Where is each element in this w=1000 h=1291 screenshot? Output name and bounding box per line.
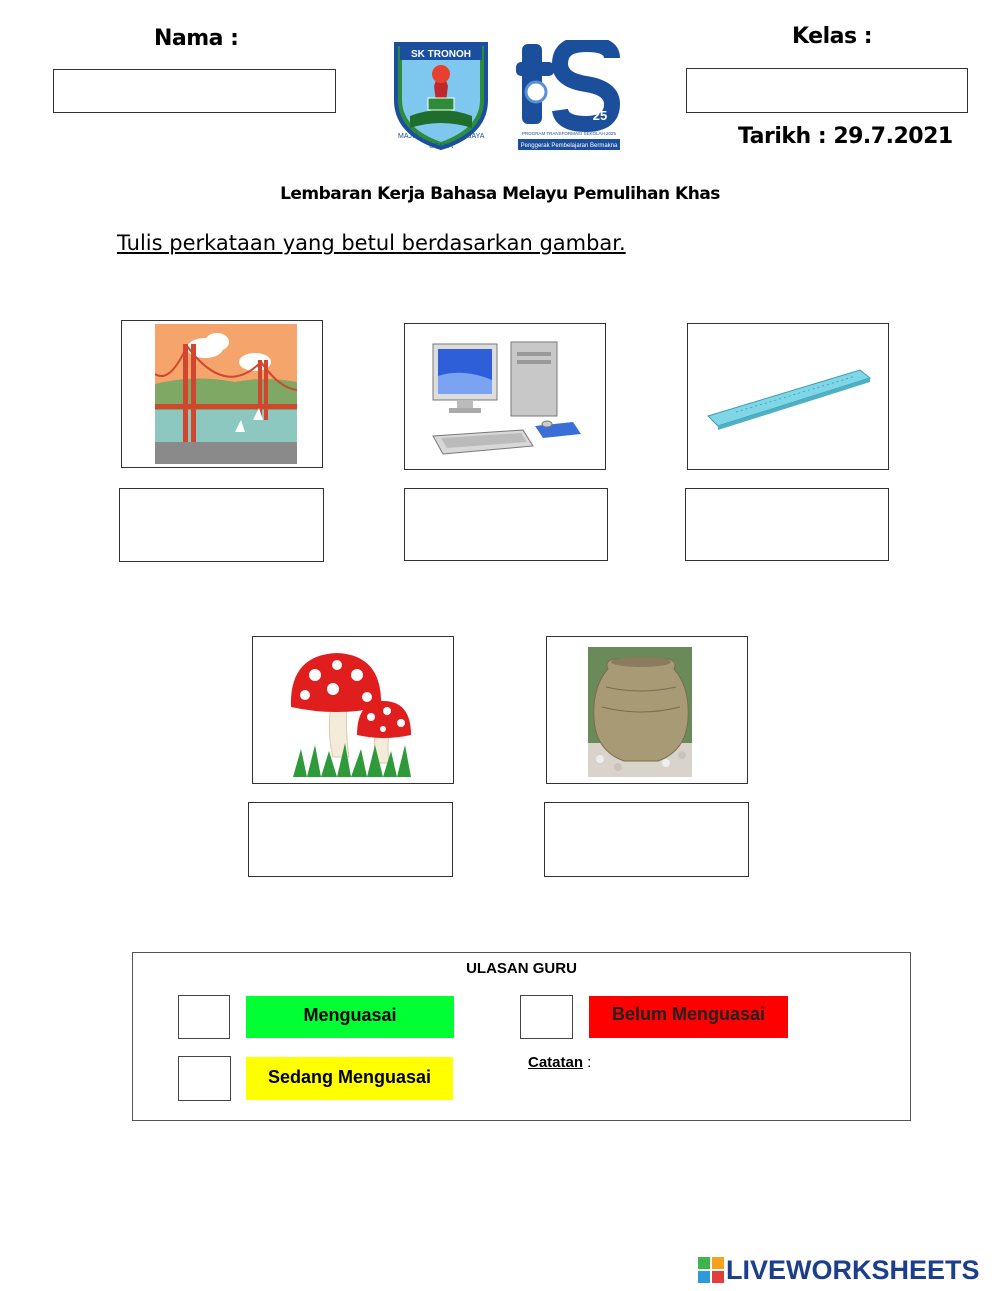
ruler-icon: [706, 362, 872, 434]
belum-menguasai-checkbox[interactable]: [520, 995, 573, 1039]
tarikh-label: Tarikh : 29.7.2021: [738, 124, 953, 149]
worksheet-subtitle: Lembaran Kerja Bahasa Melayu Pemulihan Khas: [280, 184, 720, 204]
picture-frame-1: [121, 320, 323, 468]
kelas-label: Kelas :: [792, 24, 873, 49]
ts25-logo: [516, 40, 622, 152]
ulasan-guru-title: ULASAN GURU: [466, 960, 577, 977]
answer-box-2[interactable]: [404, 488, 608, 561]
mushroom-icon: [287, 645, 421, 779]
nama-input[interactable]: [53, 69, 336, 113]
jar-icon: [588, 647, 692, 777]
computer-icon: [423, 338, 589, 458]
liveworksheets-icon: [698, 1257, 724, 1283]
motto-center: USAHA: [428, 143, 454, 150]
ts-logo-banner: Penggerak Pembelajaran Bermakna: [520, 143, 618, 149]
answer-box-3[interactable]: [685, 488, 889, 561]
picture-frame-4: [252, 636, 454, 784]
picture-frame-2: [404, 323, 606, 470]
menguasai-label: Menguasai: [246, 996, 454, 1038]
belum-menguasai-label: Belum Menguasai: [589, 996, 788, 1038]
sedang-menguasai-checkbox[interactable]: [178, 1056, 231, 1101]
motto-left: MAJU: [398, 133, 418, 140]
sedang-menguasai-label: Sedang Menguasai: [246, 1057, 453, 1100]
answer-box-1[interactable]: [119, 488, 324, 562]
nama-label: Nama :: [154, 26, 239, 51]
menguasai-checkbox[interactable]: [178, 995, 230, 1039]
ts-logo-number: 25: [592, 108, 608, 123]
liveworksheets-logo: [698, 1253, 980, 1287]
picture-frame-5: [546, 636, 748, 784]
school-logo-text: SK TRONOH: [411, 49, 471, 60]
answer-box-5[interactable]: [544, 802, 749, 877]
answer-box-4[interactable]: [248, 802, 453, 877]
instruction-text: Tulis perkataan yang betul berdasarkan gambar.: [117, 231, 626, 255]
ts-logo-caption: PROGRAM TRANSFORMASI SEKOLAH 2025: [522, 131, 616, 136]
liveworksheets-brand: LIVEWORKSHEETS: [726, 1254, 980, 1285]
picture-frame-3: [687, 323, 889, 470]
kelas-input[interactable]: [686, 68, 968, 113]
bridge-icon: [155, 324, 297, 464]
catatan-label: Catatan :: [528, 1054, 592, 1071]
motto-right: JAYA: [468, 133, 485, 140]
school-logo: [388, 38, 494, 150]
